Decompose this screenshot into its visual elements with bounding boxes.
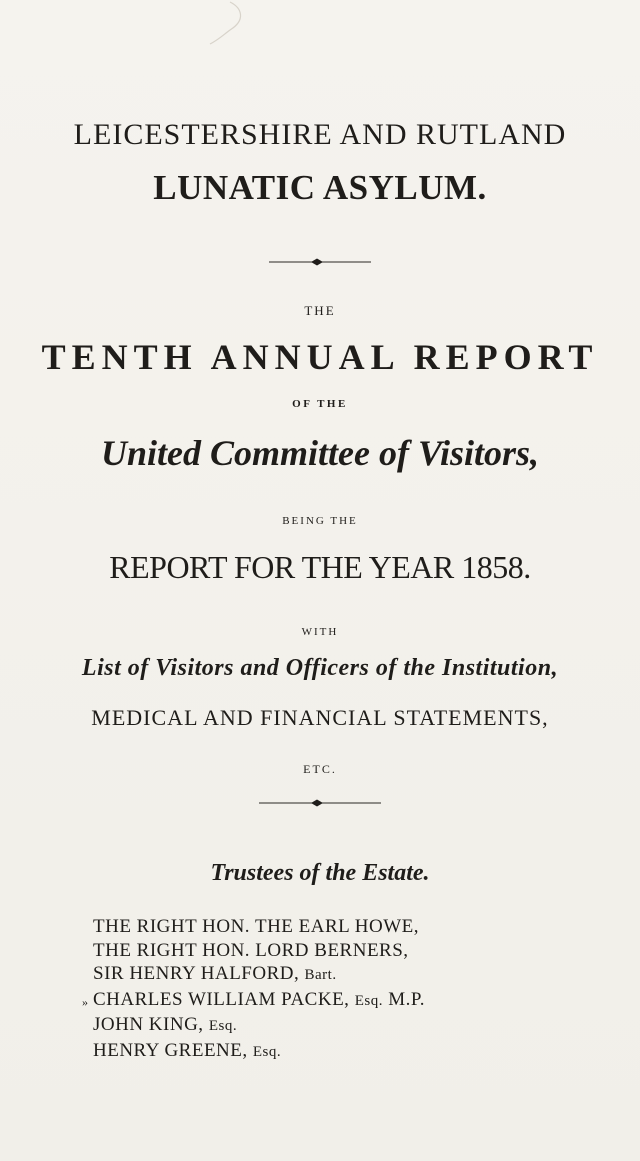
trustee-name: THE RIGHT HON. THE EARL HOWE, [93,916,420,937]
trustee-title: Bart. [304,967,337,983]
trustee-row [93,988,425,1014]
committee-title: United Committee of Visitors, [100,433,540,473]
heading-line-2: LUNATIC ASYLUM. [153,168,487,207]
label-etc: ETC. [303,762,337,776]
trustee-name: JOHN KING, [93,1014,209,1035]
label-with: WITH [301,626,339,638]
label-the: THE [304,303,336,318]
stray-mark: » [82,995,88,1009]
trustee-row [93,1013,425,1039]
trustee-row [93,915,425,939]
label-of-the: OF THE [292,398,348,410]
pencil-mark [200,0,260,45]
trustee-name: CHARLES WILLIAM PACKE, [93,988,355,1010]
trustee-title: Esq. [208,1018,238,1034]
year-line: REPORT FOR THE YEAR 1858. [109,549,531,585]
trustee-name: THE RIGHT HON. LORD BERNERS, [93,939,409,961]
trustee-row [93,939,425,963]
statements-line: MEDICAL AND FINANCIAL STATEMENTS, [91,705,549,730]
trustee-row [93,1039,425,1065]
trustee-title-extra: M.P. [382,988,426,1010]
trustee-title: Esq. [354,992,383,1009]
label-being-the: BEING THE [282,515,358,527]
divider-ornament-bottom [0,797,640,809]
trustee-row [93,962,425,988]
trustees-heading: Trustees of the Estate. [210,860,430,886]
trustee-title: Esq. [252,1043,282,1060]
list-line: List of Visitors and Officers of the Institution, [81,655,559,681]
divider-ornament-top [0,256,640,268]
trustee-name: HENRY GREENE, [93,1039,253,1061]
trustee-list [93,915,425,1064]
report-title: TENTH ANNUAL REPORT [41,337,599,377]
trustee-name: SIR HENRY HALFORD, [93,963,305,984]
heading-line-1: LEICESTERSHIRE AND RUTLAND [73,118,567,151]
